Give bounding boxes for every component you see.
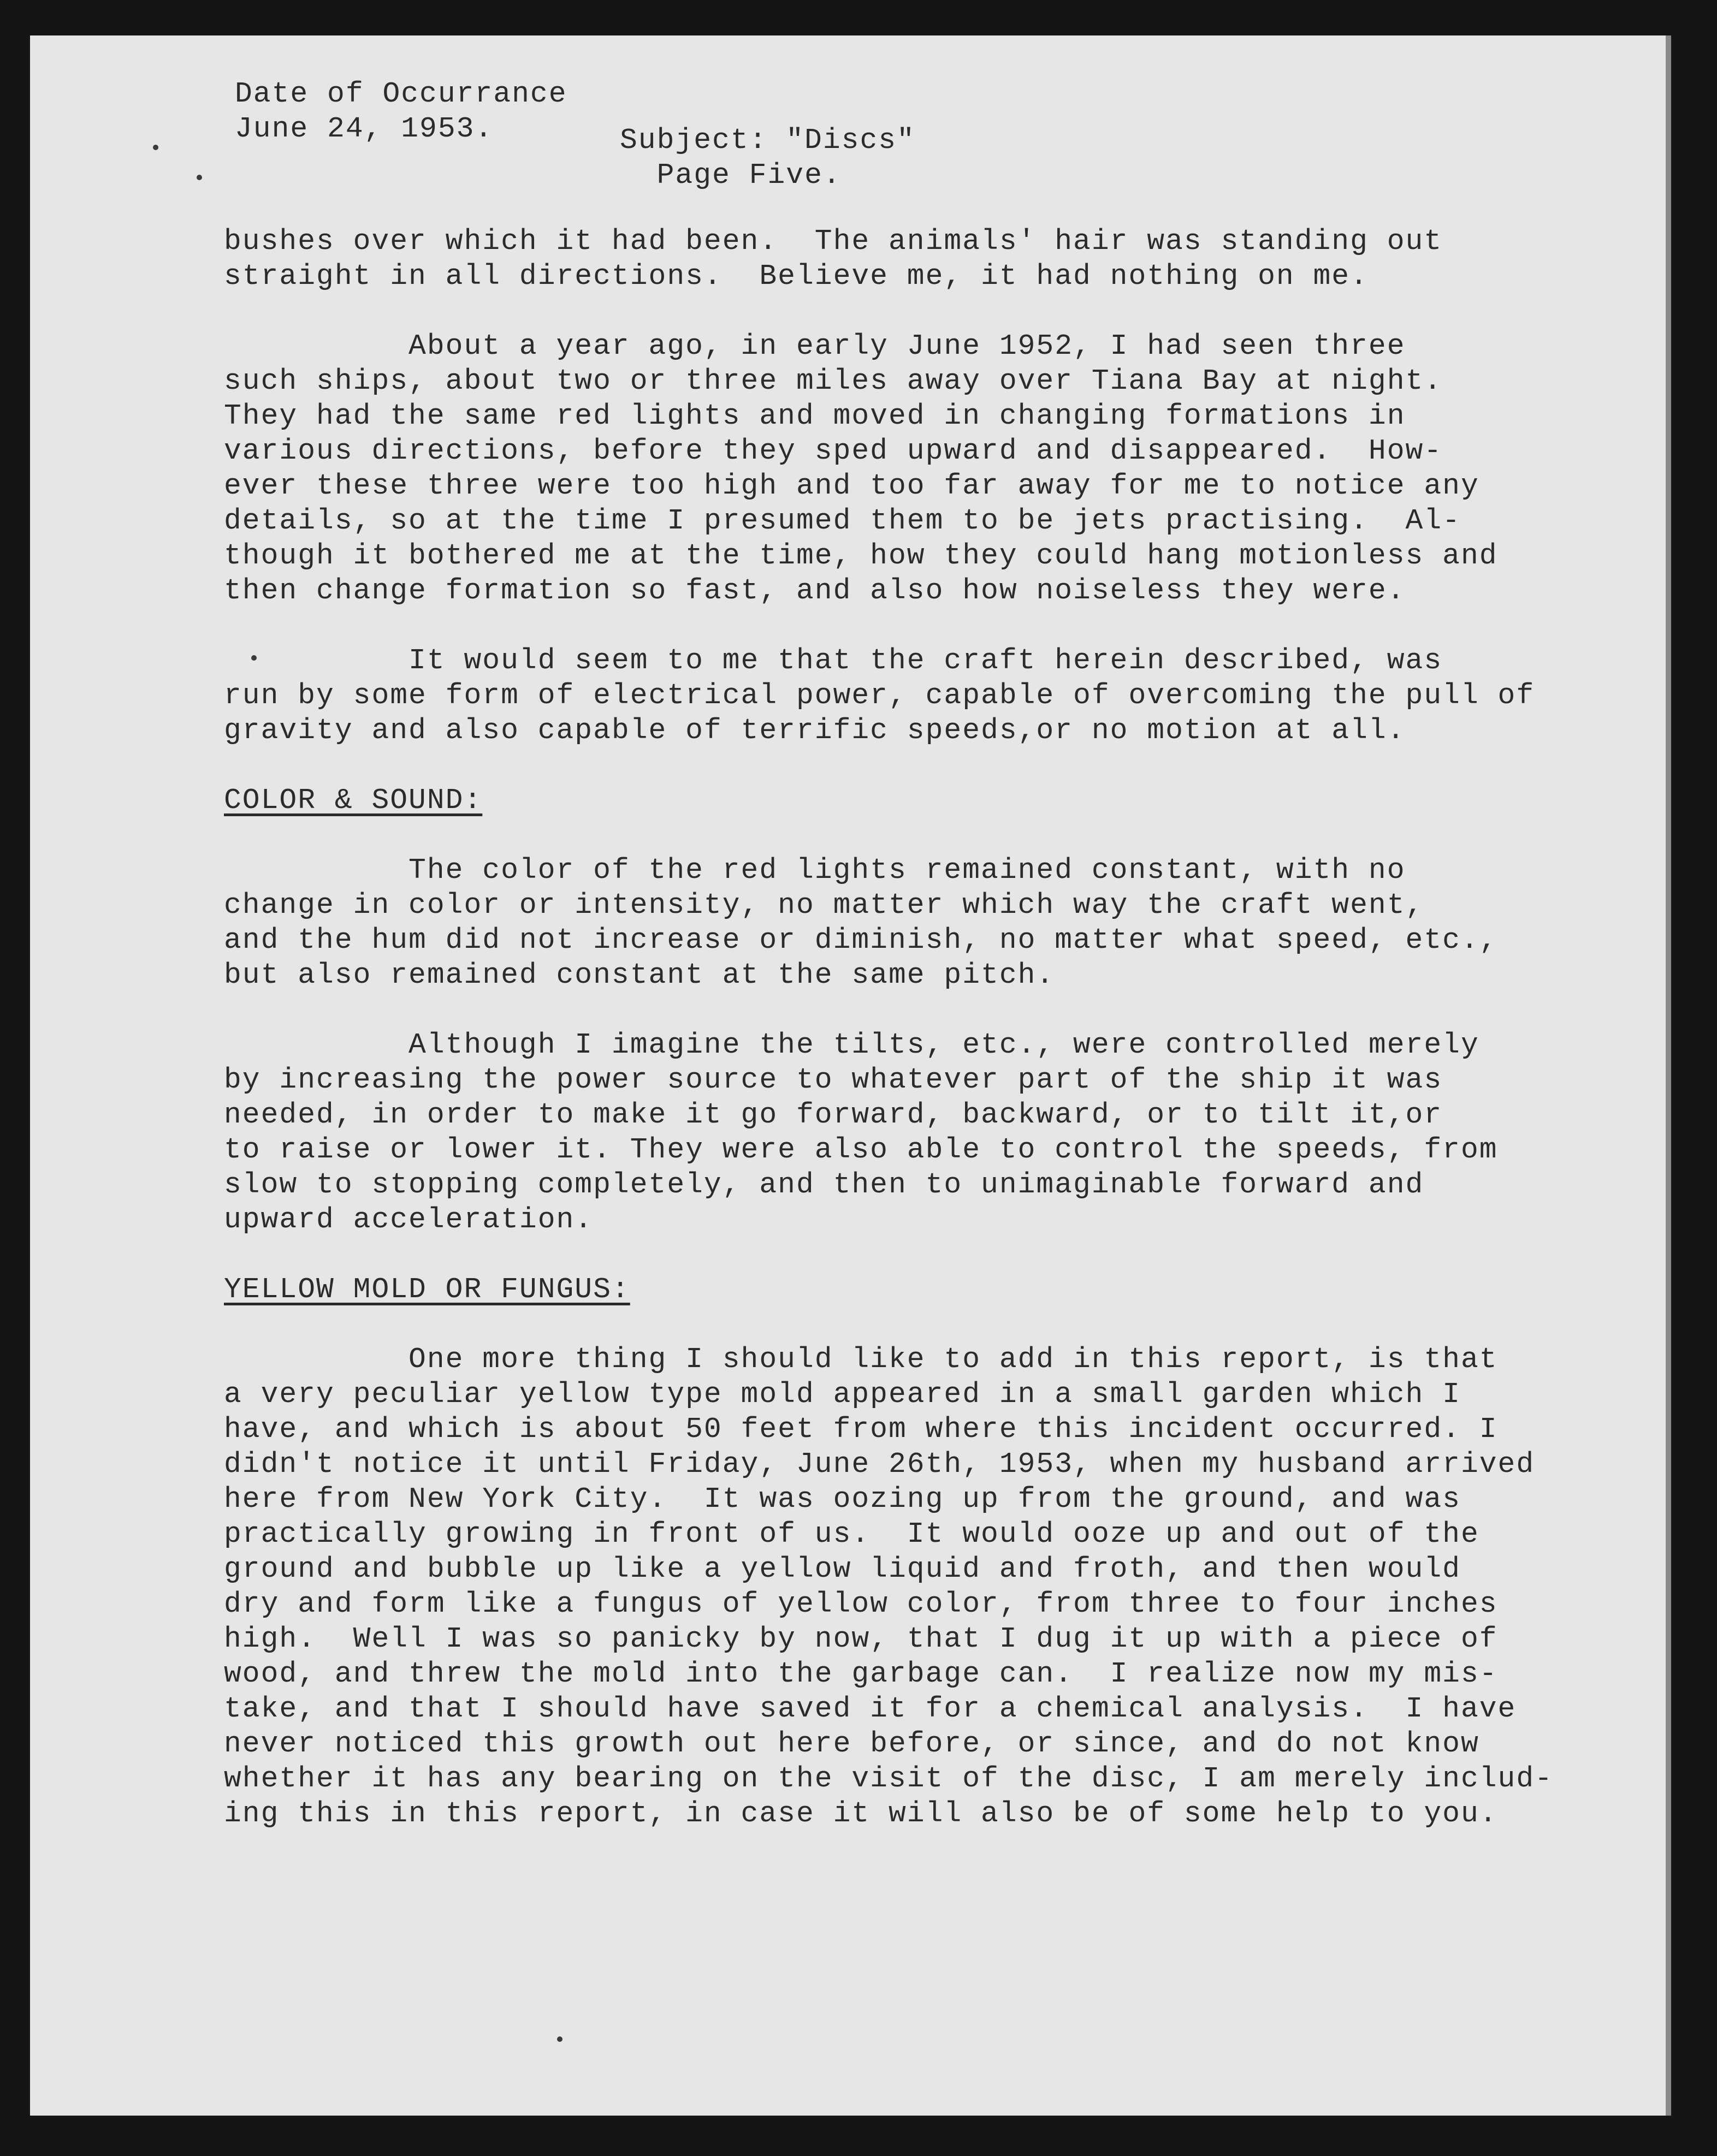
speck [197, 175, 202, 180]
section-heading-yellow-mold: YELLOW MOLD OR FUNGUS: [224, 1273, 630, 1306]
text-line: wood, and threw the mold into the garbage can. I realize now my mis- [224, 1658, 1498, 1690]
text-line: ing this in this report, in case it will also be of some help to you. [224, 1797, 1498, 1830]
text-line: and the hum did not increase or diminish, no matter what speed, etc., [224, 924, 1498, 957]
text-line: to raise or lower it. They were also able to control the speeds, from [224, 1133, 1498, 1166]
section-heading-color-sound: COLOR & SOUND: [224, 784, 483, 817]
text-line: It would seem to me that the craft herein described, was [224, 644, 1443, 677]
text-line: but also remained constant at the same pitch. [224, 959, 1055, 991]
text-line: whether it has any bearing on the visit of the disc, I am merely includ- [224, 1762, 1553, 1795]
date-label: Date of Occurrance [235, 78, 567, 110]
date-block [235, 76, 567, 146]
text-line: here from New York City. It was oozing up from the ground, and was [224, 1483, 1461, 1516]
page-number: Page Five. [656, 159, 842, 192]
text-line: though it bothered me at the time, how they could hang motionless and [224, 539, 1498, 572]
text-line: change in color or intensity, no matter which way the craft went, [224, 889, 1424, 922]
text-line: The color of the red lights remained constant, with no [224, 854, 1406, 887]
text-line: slow to stopping completely, and then to unimaginable forward and [224, 1168, 1424, 1201]
document-page [30, 35, 1671, 2116]
text-line: upward acceleration. [224, 1203, 594, 1236]
text-line: ground and bubble up like a yellow liquid and froth, and then would [224, 1553, 1461, 1585]
subject-block [620, 123, 915, 193]
text-line: various directions, before they sped upward and disappeared. How- [224, 435, 1443, 467]
text-line: They had the same red lights and moved in changing formations in [224, 400, 1406, 432]
text-line: never noticed this growth out here before, or since, and do not know [224, 1727, 1479, 1760]
text-line: have, and which is about 50 feet from where this incident occurred. I [224, 1413, 1498, 1446]
text-line: practically growing in front of us. It would ooze up and out of the [224, 1518, 1479, 1551]
text-line: then change formation so fast, and also how noiseless they were. [224, 574, 1406, 607]
text-line: high. Well I was so panicky by now, that I dug it up with a piece of [224, 1623, 1498, 1655]
text-line: gravity and also capable of terrific speeds,or no motion at all. [224, 714, 1406, 747]
text-line: such ships, about two or three miles away over Tiana Bay at night. [224, 365, 1443, 397]
text-line: a very peculiar yellow type mold appeared in a small garden which I [224, 1378, 1461, 1411]
text-line: needed, in order to make it go forward, backward, or to tilt it,or [224, 1098, 1443, 1131]
text-line: About a year ago, in early June 1952, I had seen three [224, 330, 1406, 363]
speck [153, 145, 158, 150]
text-line: ever these three were too high and too far away for me to notice any [224, 470, 1479, 502]
text-line: bushes over which it had been. The animals' hair was standing out [224, 225, 1443, 258]
text-line: straight in all directions. Believe me, it had nothing on me. [224, 260, 1369, 293]
date-value: June 24, 1953. [235, 112, 494, 145]
text-line: details, so at the time I presumed them to be jets practising. Al- [224, 504, 1461, 537]
subject-line: Subject: "Discs" [620, 124, 915, 157]
text-line: dry and form like a fungus of yellow color, from three to four inches [224, 1588, 1498, 1620]
text-line: take, and that I should have saved it for a chemical analysis. I have [224, 1692, 1517, 1725]
text-line: One more thing I should like to add in this report, is that [224, 1343, 1498, 1376]
text-line: Although I imagine the tilts, etc., were controlled merely [224, 1029, 1479, 1061]
text-line: run by some form of electrical power, capable of overcoming the pull of [224, 679, 1535, 712]
text-line: didn't notice it until Friday, June 26th, 1953, when my husband arrived [224, 1448, 1535, 1481]
body-text [224, 224, 1553, 1831]
speck [557, 2036, 563, 2042]
text-line: by increasing the power source to whatever part of the ship it was [224, 1064, 1443, 1096]
